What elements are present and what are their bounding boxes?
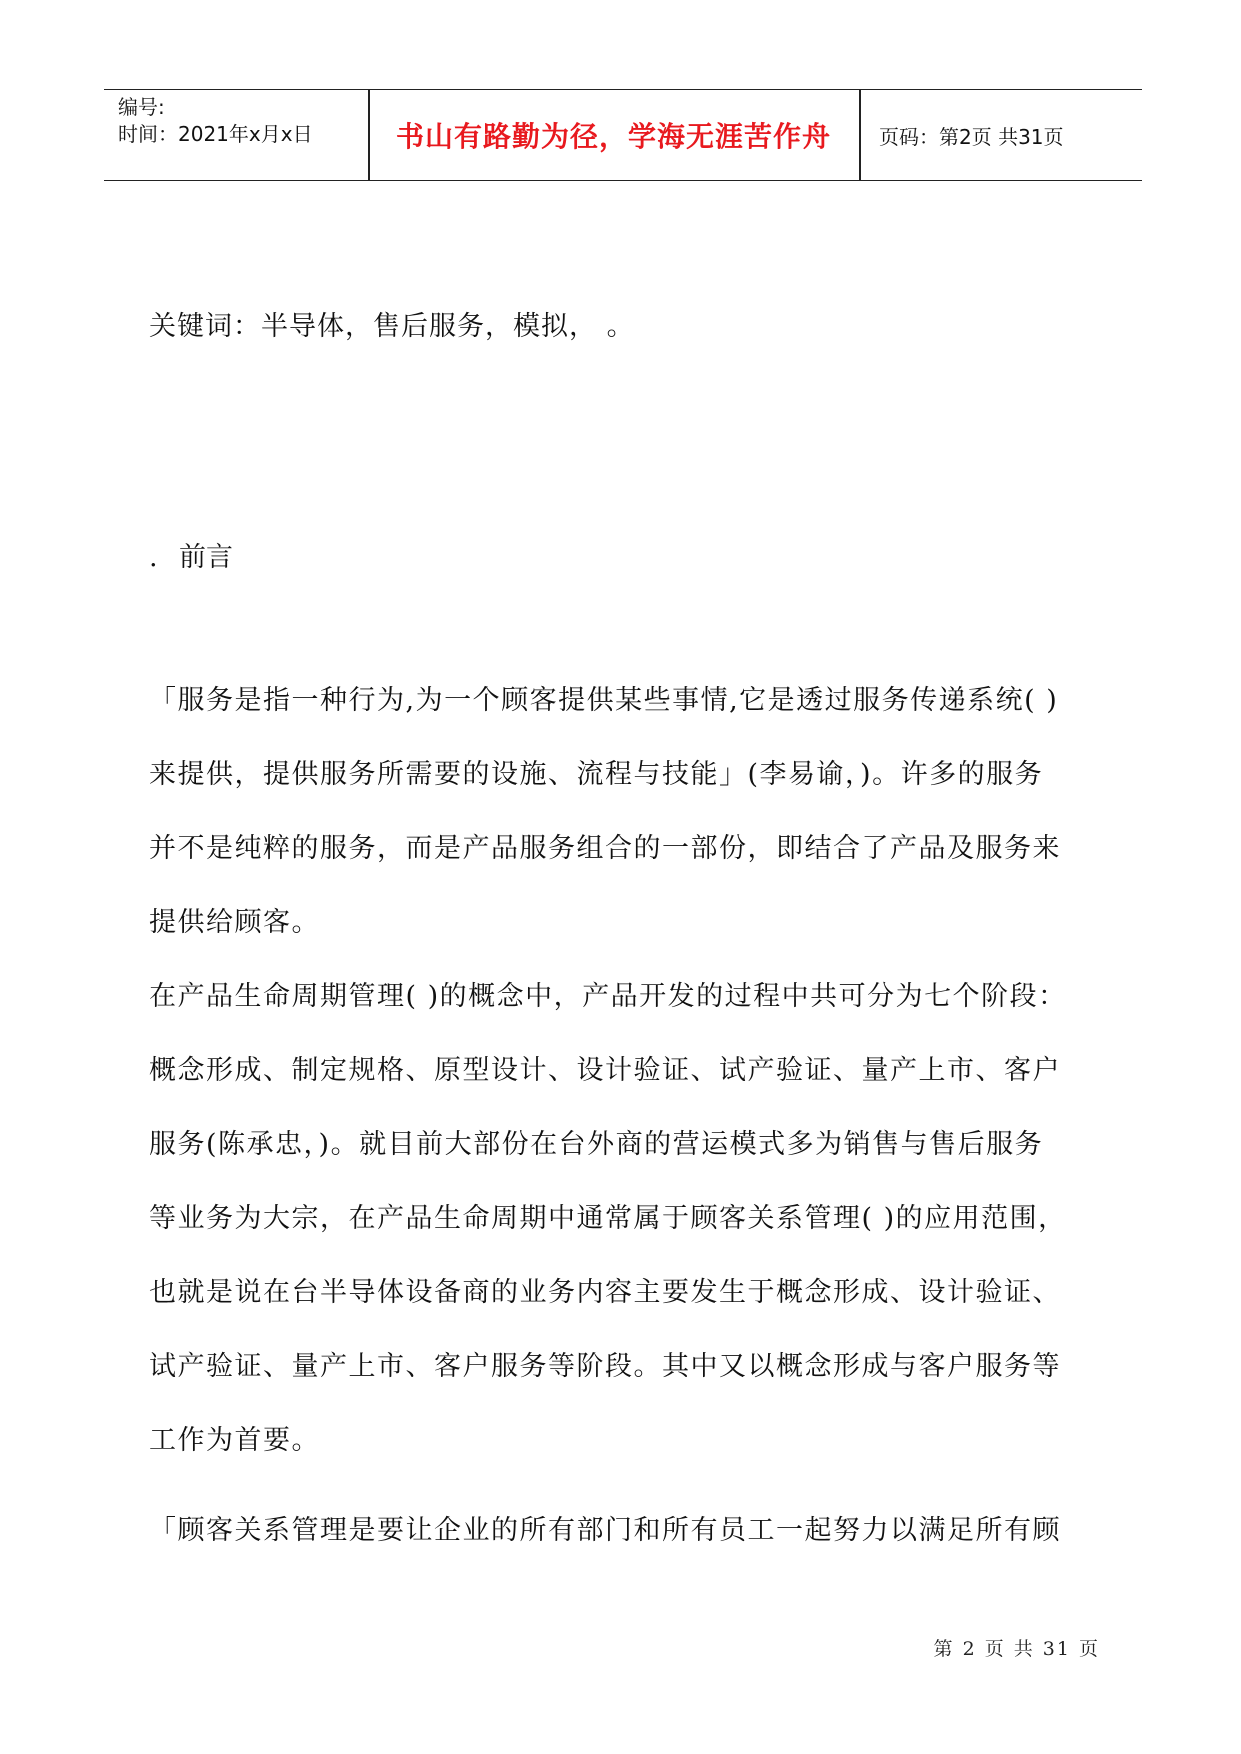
header-motto: 书山有路勤为径，学海无涯苦作舟 [395, 120, 831, 153]
text-line: 工作为首要。 [149, 1425, 320, 1456]
text-line: 提供给顾客。 [149, 907, 320, 938]
text-line: 概念形成、制定规格、原型设计、设计验证、试产验证、量产上市、客户 [149, 1055, 1061, 1086]
header-meta [118, 94, 313, 148]
text-line: 来提供，提供服务所需要的设施、流程与技能」(李易谕，)。许多的服务 [149, 759, 1044, 790]
text-line: 并不是纯粹的服务，而是产品服务组合的一部份，即结合了产品及服务来 [149, 833, 1061, 864]
text-line: 等业务为大宗，在产品生命周期中通常属于顾客关系管理( )的应用范围， [149, 1203, 1067, 1234]
header-page-code: 页码：第2页 共31页 [879, 124, 1064, 149]
section-heading [149, 535, 233, 574]
text-line: 也就是说在台半导体设备商的业务内容主要发生于概念形成、设计验证、 [149, 1277, 1061, 1308]
text-line: 试产验证、量产上市、客户服务等阶段。其中又以概念形成与客户服务等 [149, 1351, 1061, 1382]
section-title: 前言 [179, 542, 233, 573]
text-line: 「服务是指一种行为,为一个顾客提供某些事情,它是透过服务传递系统( ) [149, 685, 1059, 716]
page-footer: 第 2 页 共 31 页 [933, 1638, 1100, 1660]
text-line: 「顾客关系管理是要让企业的所有部门和所有员工一起努力以满足所有顾 [149, 1515, 1061, 1546]
keywords-line: 关键词：半导体，售后服务，模拟， 。 [149, 311, 635, 342]
serial-number-label: 编号: [118, 95, 165, 119]
header-divider-right [859, 90, 861, 180]
paragraph-crm [149, 1514, 1099, 1588]
text-line: 服务(陈承忠，)。就目前大部份在台外商的营运模式多为销售与售后服务 [149, 1129, 1044, 1160]
paragraph-service-definition [149, 684, 1099, 980]
page-header [104, 89, 1142, 181]
paragraph-product-lifecycle [149, 980, 1099, 1498]
time-label: 时间：2021年x月x日 [118, 122, 313, 146]
text-line: 在产品生命周期管理( )的概念中，产品开发的过程中共可分为七个阶段： [149, 981, 1067, 1012]
section-number: . [149, 542, 158, 573]
